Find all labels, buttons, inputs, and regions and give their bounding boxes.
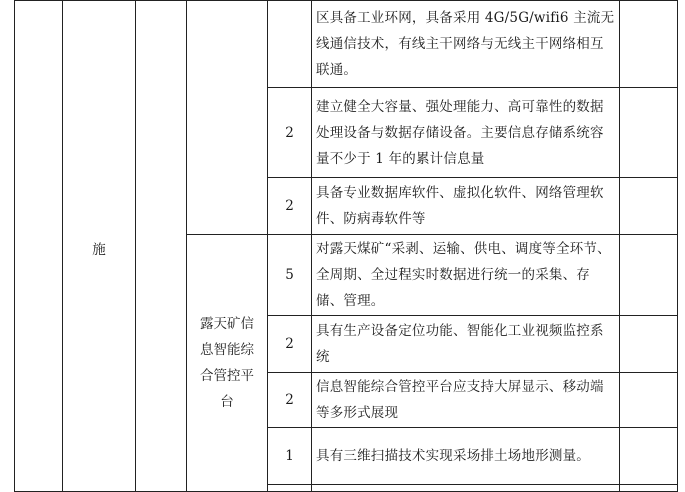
score-cell: 2: [268, 373, 312, 428]
requirement-cell: [312, 88, 620, 178]
blank-cell: [620, 178, 678, 235]
requirement-cell: [312, 316, 620, 373]
subsection-text: 露天矿信息智能综合管控平台: [200, 316, 254, 410]
subsection-cell: [187, 235, 268, 492]
blank-cell: [15, 1, 63, 492]
score-cell: [268, 1, 312, 88]
blank-cell: [620, 235, 678, 316]
requirement-text: 区具备工业环网，具备采用 4G/5G/wifi6 主流无线通信技术，有线主干网络与无线主干网络相互联通。: [316, 10, 615, 78]
blank-cell: [136, 1, 187, 492]
score-cell: 2: [268, 88, 312, 178]
score-cell: 2: [268, 178, 312, 235]
category-cell: [63, 1, 136, 492]
score-cell: 1: [268, 428, 312, 485]
category-text: 施: [92, 242, 106, 258]
blank-cell: [620, 485, 678, 492]
blank-cell: [620, 316, 678, 373]
blank-cell: [620, 373, 678, 428]
requirement-cell: [312, 178, 620, 235]
blank-cell: [187, 1, 268, 235]
requirement-cell: [312, 428, 620, 485]
blank-cell: [268, 485, 312, 492]
score-cell: 5: [268, 235, 312, 316]
requirement-text: 建立健全大容量、强处理能力、高可靠性的数据处理设备与数据存储设备。主要信息存储系统容量不少于 1 年的累计信息量: [316, 98, 604, 167]
requirement-text: 具备专业数据库软件、虚拟化软件、网络管理软件、防病毒软件等: [316, 185, 604, 227]
requirement-text: 具有三维扫描技术实现采场排土场地形测量。: [316, 448, 590, 464]
table-row: [15, 1, 678, 88]
blank-cell: [312, 485, 620, 492]
evaluation-table: [14, 0, 678, 492]
requirement-cell: [312, 373, 620, 428]
blank-cell: [620, 428, 678, 485]
blank-cell: [620, 88, 678, 178]
requirement-text: 具有生产设备定位功能、智能化工业视频监控系统: [316, 323, 604, 365]
blank-cell: [620, 1, 678, 88]
requirement-text: 对露天煤矿“采剥、运输、供电、调度等全环节、全周期、全过程实时数据进行统一的采集、存储、管理。: [316, 241, 611, 309]
requirement-cell: [312, 235, 620, 316]
requirement-cell: [312, 1, 620, 88]
score-cell: 2: [268, 316, 312, 373]
requirement-text: 信息智能综合管控平台应支持大屏显示、移动端等多形式展现: [316, 379, 604, 421]
